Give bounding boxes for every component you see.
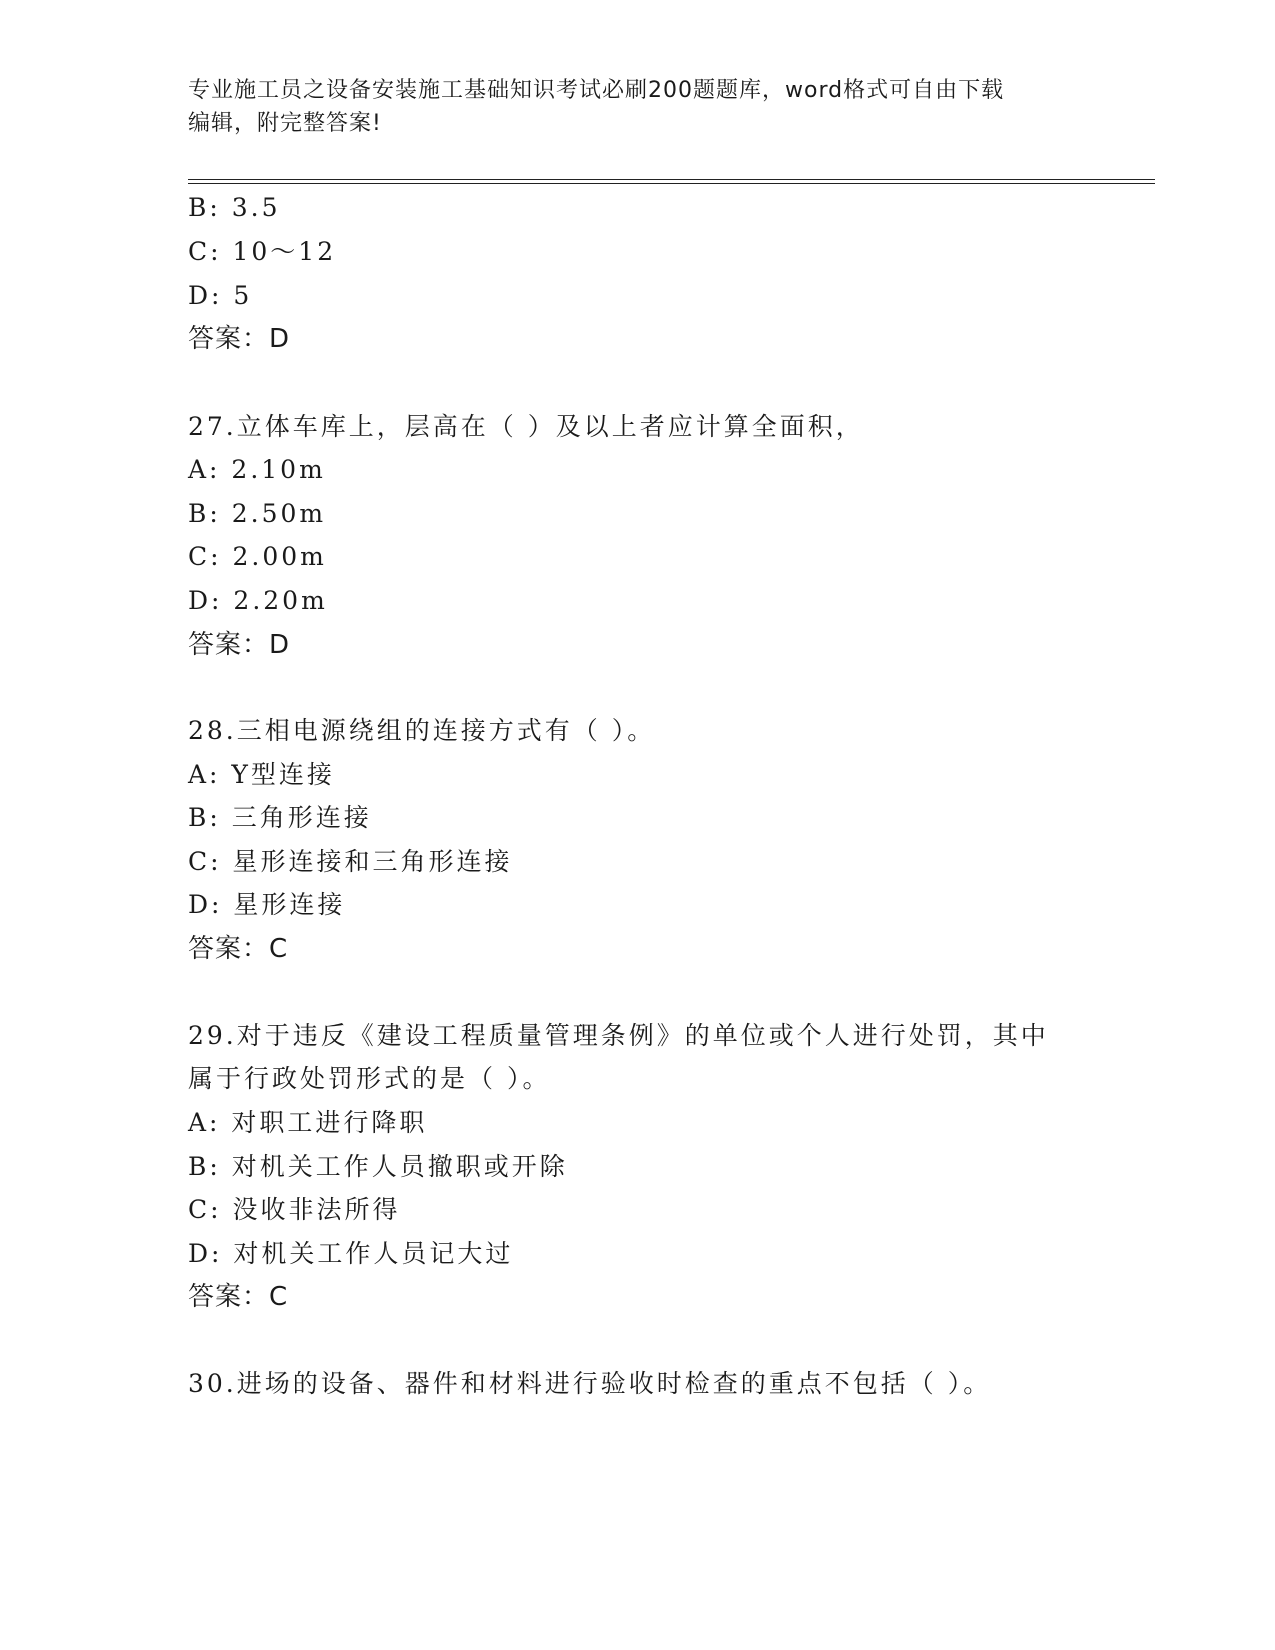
q28-option-b: B: 三角形连接 [188, 803, 372, 832]
q28-option-a: A: Y型连接 [188, 760, 335, 789]
q27-option-a: A: 2.10m [188, 455, 326, 484]
q27-option-c: C: 2.00m [188, 542, 327, 571]
q29-answer: 答案：C [188, 1282, 289, 1312]
q27-option-b: B: 2.50m [188, 499, 327, 528]
q29-option-c: C: 没收非法所得 [188, 1195, 401, 1224]
q30-question: 30.进场的设备、器件和材料进行验收时检查的重点不包括（ ）。 [188, 1369, 992, 1398]
q28-answer: 答案：C [188, 934, 289, 964]
q26-answer: 答案：D [188, 324, 291, 354]
q27-question: 27.立体车库上，层高在（ ）及以上者应计算全面积， [188, 412, 864, 441]
q29-option-a: A: 对职工进行降职 [188, 1108, 428, 1137]
header-title-line-2: 编辑，附完整答案! [188, 111, 382, 136]
header-title-line-1: 专业施工员之设备安装施工基础知识考试必刷200题题库，word格式可自由下载 [188, 78, 1005, 103]
q29-question-line-2: 属于行政处罚形式的是（ ）。 [188, 1064, 551, 1093]
q28-option-c: C: 星形连接和三角形连接 [188, 847, 513, 876]
header-divider [188, 179, 1155, 184]
q26-option-c: C: 10～12 [188, 237, 337, 266]
document-header [188, 74, 1088, 140]
q28-option-d: D: 星形连接 [188, 890, 346, 919]
q29-option-d: D: 对机关工作人员记大过 [188, 1239, 514, 1268]
q26-option-b: B: 3.5 [188, 193, 281, 222]
q28-question: 28.三相电源绕组的连接方式有（ ）。 [188, 716, 656, 745]
q27-answer: 答案：D [188, 630, 291, 660]
q29-question-line-1: 29.对于违反《建设工程质量管理条例》的单位或个人进行处罚，其中 [188, 1021, 1049, 1050]
q29-option-b: B: 对机关工作人员撤职或开除 [188, 1152, 568, 1181]
q26-option-d: D: 5 [188, 281, 253, 310]
q27-option-d: D: 2.20m [188, 586, 328, 615]
